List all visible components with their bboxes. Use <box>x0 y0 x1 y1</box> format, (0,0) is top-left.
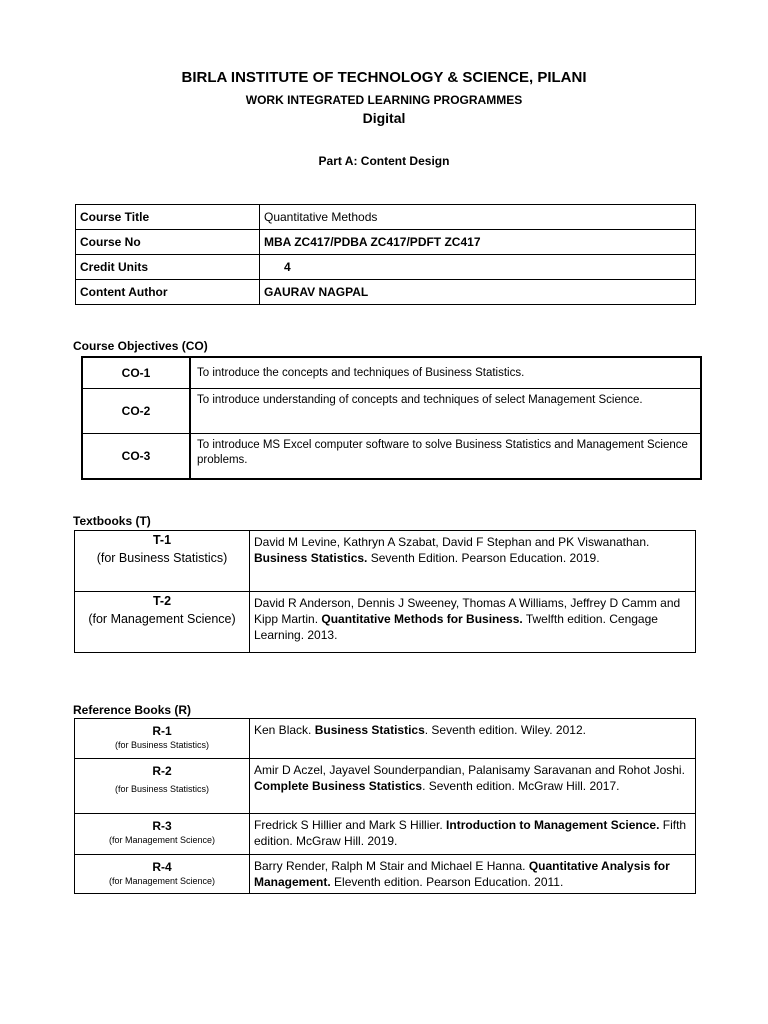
objectives-heading: Course Objectives (CO) <box>73 339 208 353</box>
reference-code: R-4 <box>152 860 172 874</box>
reference-code: R-3 <box>152 819 172 833</box>
reference-details: Eleventh edition. Pearson Education. 2011. <box>330 875 564 889</box>
course-no-value: MBA ZC417/PDBA ZC417/PDFT ZC417 <box>260 230 696 255</box>
objectives-table <box>81 356 702 480</box>
course-title-value: Quantitative Methods <box>260 205 696 230</box>
credit-units-label: Credit Units <box>76 255 260 280</box>
objective-row <box>82 389 701 434</box>
reference-authors: Fredrick S Hillier and Mark S Hillier. <box>254 818 447 832</box>
course-info-row <box>76 205 696 230</box>
textbook-title: Quantitative Methods for Business. <box>321 612 523 626</box>
textbook-code: T-1 <box>152 533 172 547</box>
course-info-table <box>75 204 696 305</box>
reference-row <box>75 759 696 814</box>
textbook-title: Business Statistics. <box>254 551 368 565</box>
reference-scope: (for Business Statistics) <box>114 784 210 794</box>
objective-text: To introduce the concepts and techniques of Business Statistics. <box>190 357 701 389</box>
textbook-scope: (for Management Science) <box>88 612 236 626</box>
textbooks-heading: Textbooks (T) <box>73 514 151 528</box>
reference-citation <box>250 855 696 894</box>
reference-citation <box>250 759 696 814</box>
course-info-row <box>76 280 696 305</box>
reference-scope: (for Management Science) <box>108 876 216 886</box>
textbook-key <box>75 592 250 653</box>
course-info-row <box>76 255 696 280</box>
textbook-details: Seventh Edition. Pearson Education. 2019. <box>367 551 600 565</box>
objective-code: CO-1 <box>82 357 190 389</box>
reference-key <box>75 759 250 814</box>
textbooks-table <box>74 530 696 653</box>
reference-title: Complete Business Statistics <box>254 779 423 793</box>
textbook-citation <box>250 531 696 592</box>
textbook-code: T-2 <box>152 594 172 608</box>
reference-row <box>75 855 696 894</box>
objective-text: To introduce MS Excel computer software to solve Business Statistics and Management Science problems. <box>190 434 701 480</box>
textbook-authors: David M Levine, Kathryn A Szabat, David F Stephan and PK Viswanathan. <box>254 535 650 549</box>
reference-citation <box>250 814 696 855</box>
objective-code: CO-2 <box>82 389 190 434</box>
textbook-scope: (for Business Statistics) <box>96 551 228 565</box>
textbook-row <box>75 592 696 653</box>
content-author-value: GAURAV NAGPAL <box>260 280 696 305</box>
references-heading: Reference Books (R) <box>73 703 192 717</box>
reference-title: Quantitative Analysis for Management. <box>254 859 670 889</box>
reference-row <box>75 719 696 759</box>
reference-scope: (for Management Science) <box>108 835 216 845</box>
textbook-authors: David R Anderson, Dennis J Sweeney, Thomas A Williams, Jeffrey D Camm and Kipp Martin. <box>254 596 681 626</box>
reference-code: R-2 <box>152 764 172 778</box>
institute-title: BIRLA INSTITUTE OF TECHNOLOGY & SCIENCE, PILANI <box>181 69 587 86</box>
reference-code: R-1 <box>152 724 172 738</box>
reference-row <box>75 814 696 855</box>
content-author-label: Content Author <box>76 280 260 305</box>
reference-title: Business Statistics <box>314 723 425 737</box>
textbook-details: Twelfth edition. Cengage Learning. 2013. <box>254 612 658 642</box>
reference-details: Fifth edition. McGraw Hill. 2019. <box>254 818 687 848</box>
textbook-row <box>75 531 696 592</box>
course-info-row <box>76 230 696 255</box>
reference-authors: Ken Black. <box>254 723 315 737</box>
reference-key <box>75 855 250 894</box>
textbook-citation <box>250 592 696 653</box>
reference-authors: Amir D Aczel, Jayavel Sounderpandian, Palanisamy Saravanan and Rohot Joshi. <box>254 763 685 777</box>
reference-key <box>75 719 250 759</box>
credit-units-value: 4 <box>260 255 696 280</box>
programme-title: WORK INTEGRATED LEARNING PROGRAMMES <box>245 93 523 107</box>
reference-details: . Seventh edition. McGraw Hill. 2017. <box>422 779 620 793</box>
reference-title: Introduction to Management Science. <box>446 818 660 832</box>
course-no-label: Course No <box>76 230 260 255</box>
reference-citation <box>250 719 696 759</box>
objective-row <box>82 357 701 389</box>
reference-authors: Barry Render, Ralph M Stair and Michael E Hanna. <box>254 859 529 873</box>
objective-code: CO-3 <box>82 434 190 480</box>
reference-details: . Seventh edition. Wiley. 2012. <box>424 723 586 737</box>
mode-title: Digital <box>362 110 406 126</box>
course-title-label: Course Title <box>76 205 260 230</box>
reference-scope: (for Business Statistics) <box>114 740 210 750</box>
part-title: Part A: Content Design <box>318 154 450 168</box>
objective-row <box>82 434 701 480</box>
textbook-key <box>75 531 250 592</box>
reference-key <box>75 814 250 855</box>
objective-text: To introduce understanding of concepts and techniques of select Management Science. <box>190 389 701 434</box>
references-table <box>74 718 696 894</box>
